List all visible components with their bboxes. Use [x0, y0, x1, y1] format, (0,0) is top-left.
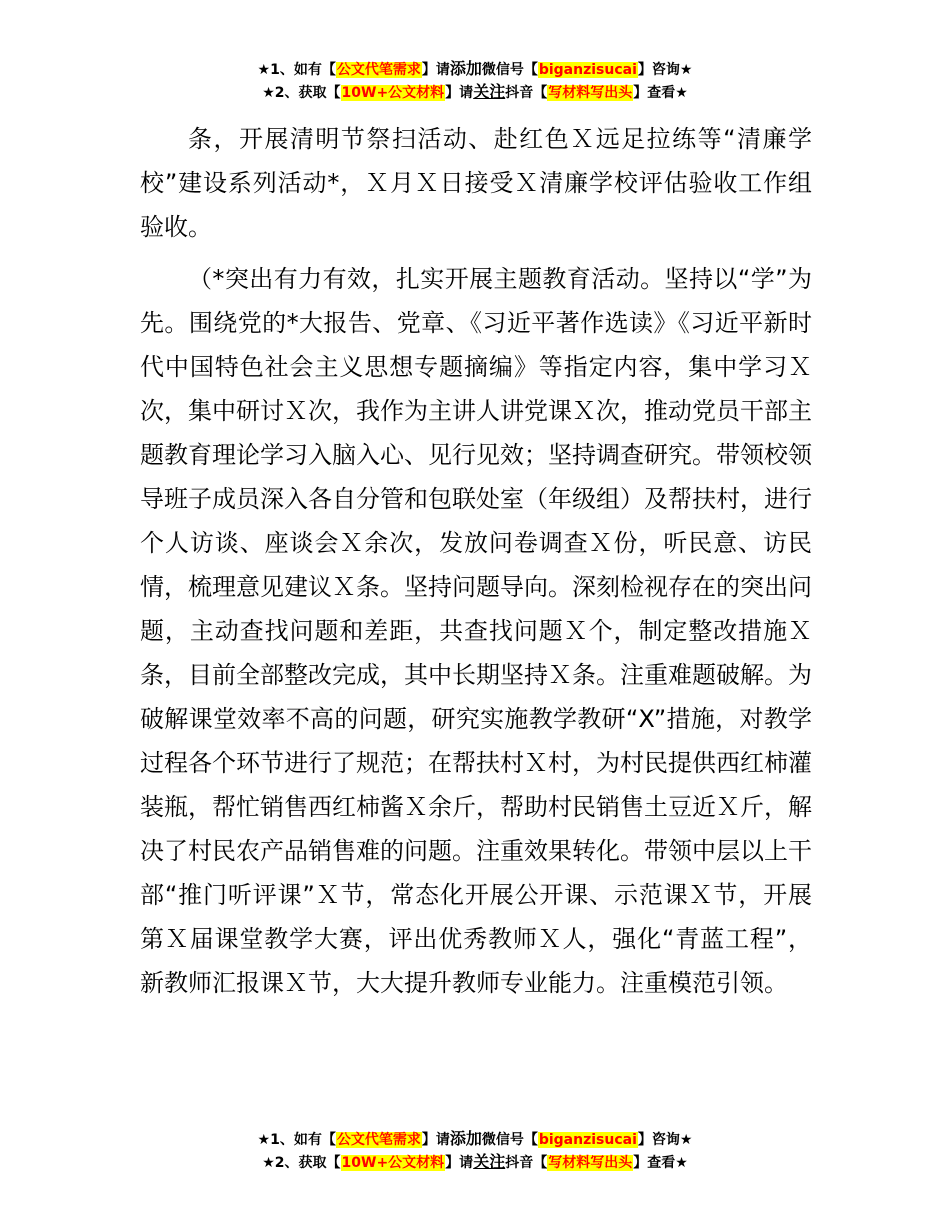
footer-banner	[0, 1128, 950, 1174]
header-line-2-middle: 】请	[445, 85, 474, 101]
footer-douyin-account-highlight: 写材料写出头	[548, 1155, 633, 1171]
douyin-account-highlight: 写材料写出头	[548, 85, 633, 101]
footer-add-emphasis: 添加	[449, 1129, 482, 1148]
header-line-1-middle: 】请	[421, 62, 450, 78]
footer-materials-highlight: 10W+公文材料	[341, 1155, 445, 1171]
service-highlight: 公文代笔需求	[336, 62, 421, 78]
footer-line-1-prefix: ★1、如有【	[257, 1132, 336, 1148]
paragraph-1: 条，开展清明节祭扫活动、赴红色Ｘ远足拉练等“清廉学校”建设系列活动*，Ｘ月Ｘ日接受Ｘ清廉学校评估验收工作组验收。	[140, 125, 812, 241]
header-line-1	[0, 58, 950, 81]
footer-service-highlight: 公文代笔需求	[336, 1132, 421, 1148]
follow-emphasis: 关注	[473, 82, 506, 101]
footer-line-2-suffix: 】查看★	[633, 1155, 688, 1171]
footer-line-1-suffix: 】咨询★	[637, 1132, 693, 1148]
document-body	[140, 117, 812, 1005]
footer-line-2-prefix: ★2、获取【	[262, 1155, 341, 1171]
header-line-1-prefix: ★1、如有【	[257, 62, 336, 78]
footer-line-2-middle-2: 抖音【	[505, 1155, 548, 1171]
footer-line-1-middle-2: 微信号【	[481, 1132, 538, 1148]
header-line-2-prefix: ★2、获取【	[262, 85, 341, 101]
add-emphasis: 添加	[449, 59, 482, 78]
paragraph-2: （*突出有力有效，扎实开展主题教育活动。坚持以“学”为先。围绕党的*大报告、党章、《习近平著作选读》《习近平新时代中国特色社会主义思想专题摘编》等指定内容，集中学习Ｘ次，集中研讨Ｘ次，我作为主讲人讲党课Ｘ次，推动党员干部主题教育理论学习入脑入心、见行见效；坚持调查研究。带领校领导班子成员深入各自分管和包联处室（年级组）及帮扶村，进行个人访谈、座谈会Ｘ余次，发放问卷调查Ｘ份，听民意、访民情，梳理意见建议Ｘ条。坚持问题导向。深刻检视存在的突出问题，主动查找问题和差距，共查找问题Ｘ个，制定整改措施Ｘ条，目前全部整改完成，其中长期坚持Ｘ条。注重难题破解。为破解课堂效率不高的问题，研究实施教学教研“X”措施，对教学过程各个环节进行了规范；在帮扶村Ｘ村，为村民提供西红柿灌装瓶，帮忙销售西红柿酱Ｘ余斤，帮助村民销售土豆近Ｘ斤，解决了村民农产品销售难的问题。注重效果转化。带领中层以上干部“推门听评课”Ｘ节，常态化开展公开课、示范课Ｘ节，开展第Ｘ届课堂教学大赛，评出优秀教师Ｘ人，强化“青蓝工程”，新教师汇报课Ｘ节，大大提升教师专业能力。注重模范引领。	[140, 265, 812, 997]
footer-follow-emphasis: 关注	[473, 1152, 506, 1171]
header-line-1-suffix: 】咨询★	[637, 62, 693, 78]
footer-line-2	[0, 1151, 950, 1174]
wechat-id-highlight: biganzisucai	[538, 62, 637, 78]
footer-line-1	[0, 1128, 950, 1151]
footer-line-1-middle: 】请	[421, 1132, 450, 1148]
header-line-2-suffix: 】查看★	[633, 85, 688, 101]
header-banner	[0, 58, 950, 104]
footer-wechat-id-highlight: biganzisucai	[538, 1132, 637, 1148]
header-line-1-middle-2: 微信号【	[481, 62, 538, 78]
materials-highlight: 10W+公文材料	[341, 85, 445, 101]
header-line-2-middle-2: 抖音【	[505, 85, 548, 101]
footer-line-2-middle: 】请	[445, 1155, 474, 1171]
header-line-2	[0, 81, 950, 104]
